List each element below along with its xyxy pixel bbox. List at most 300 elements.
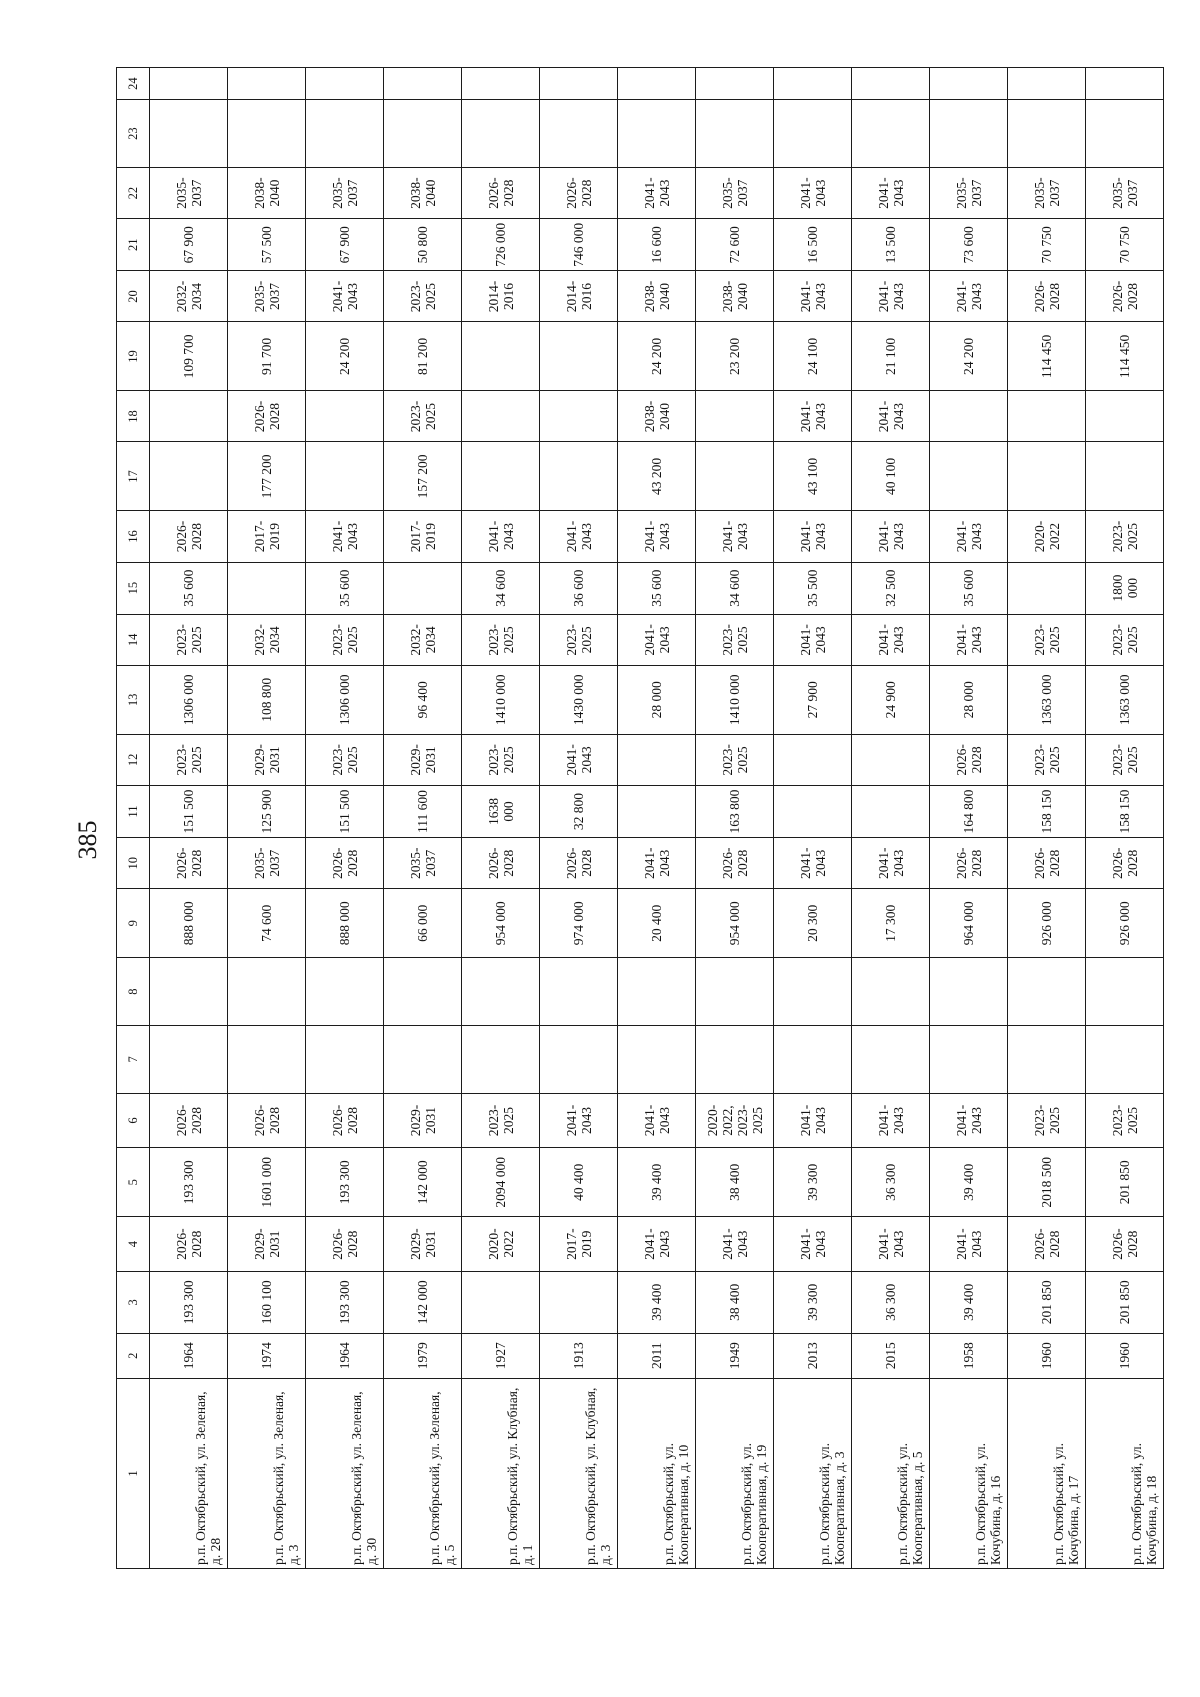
column-number-22: 22 <box>117 168 150 219</box>
table-cell-col-3: 39 400 <box>930 1271 1008 1333</box>
table-cell-col-20: 2026-2028 <box>1086 271 1164 322</box>
table-cell-col-18: 2041-2043 <box>852 391 930 442</box>
table-cell-col-7 <box>618 1025 696 1093</box>
table-row <box>696 68 774 1569</box>
table-cell-col-3: 160 100 <box>228 1271 306 1333</box>
table-cell-col-13: 1430 000 <box>540 665 618 734</box>
table-cell-col-16: 2026-2028 <box>150 511 228 562</box>
table-cell-col-9: 17 300 <box>852 889 930 958</box>
table-cell-col-7 <box>1086 1025 1164 1093</box>
address-cell: р.п. Октябрьский, ул. Клубная, д. 3 <box>540 1378 618 1568</box>
table-cell-col-4: 2041-2043 <box>618 1217 696 1272</box>
table-cell-col-13: 1306 000 <box>150 665 228 734</box>
column-number-4: 4 <box>117 1217 150 1272</box>
table-cell-col-20: 2038-2040 <box>618 271 696 322</box>
table-cell-col-23 <box>1008 100 1086 168</box>
column-number-19: 19 <box>117 322 150 391</box>
table-cell-col-6: 2041-2043 <box>618 1093 696 1148</box>
table-cell-col-13: 1306 000 <box>306 665 384 734</box>
table-cell-col-10: 2026-2028 <box>462 838 540 889</box>
column-number-16: 16 <box>117 511 150 562</box>
table-cell-col-16: 2041-2043 <box>696 511 774 562</box>
table-cell-col-6: 2023-2025 <box>462 1093 540 1148</box>
table-cell-col-16: 2041-2043 <box>930 511 1008 562</box>
table-cell-col-4: 2041-2043 <box>774 1217 852 1272</box>
table-cell-col-15: 36 600 <box>540 562 618 614</box>
table-cell-col-3: 201 850 <box>1008 1271 1086 1333</box>
table-cell-col-9: 926 000 <box>1008 889 1086 958</box>
table-row <box>306 68 384 1569</box>
table-cell-col-5: 2094 000 <box>462 1148 540 1217</box>
table-cell-col-14: 2023-2025 <box>696 614 774 665</box>
table-cell-col-4: 2017-2019 <box>540 1217 618 1272</box>
table-cell-col-22: 2035-2037 <box>1008 168 1086 219</box>
table-cell-col-5: 39 300 <box>774 1148 852 1217</box>
table-cell-col-12: 2023-2025 <box>150 734 228 785</box>
table-cell-col-6: 2041-2043 <box>930 1093 1008 1148</box>
address-cell: р.п. Октябрьский, ул. Кооперативная, д. 5 <box>852 1378 930 1568</box>
table-cell-col-6: 2026-2028 <box>228 1093 306 1148</box>
table-cell-col-10: 2041-2043 <box>618 838 696 889</box>
table-cell-col-5: 193 300 <box>150 1148 228 1217</box>
table-cell-col-19: 91 700 <box>228 322 306 391</box>
column-number-12: 12 <box>117 734 150 785</box>
table-row <box>618 68 696 1569</box>
table-cell-col-8 <box>306 958 384 1026</box>
table-cell-col-9: 888 000 <box>150 889 228 958</box>
table-cell-col-21: 67 900 <box>306 219 384 271</box>
table-cell-col-22: 2035-2037 <box>1086 168 1164 219</box>
table-cell-col-22: 2035-2037 <box>930 168 1008 219</box>
table-cell-col-8 <box>930 958 1008 1026</box>
table-cell-col-2: 1974 <box>228 1333 306 1378</box>
table-cell-col-13: 1410 000 <box>462 665 540 734</box>
table-cell-col-7 <box>306 1025 384 1093</box>
table-cell-col-5: 39 400 <box>618 1148 696 1217</box>
table-cell-col-4: 2026-2028 <box>306 1217 384 1272</box>
column-number-13: 13 <box>117 665 150 734</box>
address-cell: р.п. Октябрьский, ул. Клубная, д. 1 <box>462 1378 540 1568</box>
table-cell-col-8 <box>228 958 306 1026</box>
table-cell-col-20: 2041-2043 <box>306 271 384 322</box>
table-cell-col-17: 43 100 <box>774 442 852 511</box>
table-cell-col-18 <box>150 391 228 442</box>
table-cell-col-8 <box>462 958 540 1026</box>
table-cell-col-24 <box>618 68 696 100</box>
table-cell-col-18: 2026-2028 <box>228 391 306 442</box>
table-cell-col-16: 2017-2019 <box>384 511 462 562</box>
table-cell-col-18 <box>462 391 540 442</box>
column-number-6: 6 <box>117 1093 150 1148</box>
table-cell-col-5: 142 000 <box>384 1148 462 1217</box>
table-cell-col-15: 35 600 <box>306 562 384 614</box>
table-cell-col-6: 2023-2025 <box>1008 1093 1086 1148</box>
table-cell-col-12: 2023-2025 <box>462 734 540 785</box>
table-cell-col-13: 27 900 <box>774 665 852 734</box>
table-cell-col-18 <box>930 391 1008 442</box>
data-table <box>116 67 1164 1569</box>
table-cell-col-14: 2023-2025 <box>1008 614 1086 665</box>
table-cell-col-17: 43 200 <box>618 442 696 511</box>
table-cell-col-16: 2020-2022 <box>1008 511 1086 562</box>
column-number-5: 5 <box>117 1148 150 1217</box>
table-cell-col-22: 2041-2043 <box>774 168 852 219</box>
table-cell-col-19 <box>462 322 540 391</box>
table-cell-col-12: 2029-2031 <box>228 734 306 785</box>
column-number-14: 14 <box>117 614 150 665</box>
table-cell-col-15 <box>228 562 306 614</box>
table-cell-col-10: 2041-2043 <box>774 838 852 889</box>
table-cell-col-24 <box>384 68 462 100</box>
table-cell-col-24 <box>1008 68 1086 100</box>
table-cell-col-4: 2041-2043 <box>852 1217 930 1272</box>
table-cell-col-3: 38 400 <box>696 1271 774 1333</box>
table-cell-col-14: 2023-2025 <box>1086 614 1164 665</box>
table-cell-col-11 <box>774 785 852 837</box>
table-cell-col-15 <box>384 562 462 614</box>
table-cell-col-15: 34 600 <box>462 562 540 614</box>
table-cell-col-12: 2023-2025 <box>306 734 384 785</box>
table-cell-col-13: 1410 000 <box>696 665 774 734</box>
table-cell-col-11: 163 800 <box>696 785 774 837</box>
table-cell-col-23 <box>228 100 306 168</box>
column-number-15: 15 <box>117 562 150 614</box>
table-cell-col-3: 142 000 <box>384 1271 462 1333</box>
table-cell-col-6: 2041-2043 <box>540 1093 618 1148</box>
table-cell-col-14: 2041-2043 <box>618 614 696 665</box>
table-cell-col-18 <box>1008 391 1086 442</box>
table-cell-col-18 <box>1086 391 1164 442</box>
table-cell-col-20: 2038-2040 <box>696 271 774 322</box>
table-cell-col-5: 2018 500 <box>1008 1148 1086 1217</box>
table-cell-col-24 <box>462 68 540 100</box>
column-number-10: 10 <box>117 838 150 889</box>
table-cell-col-15: 35 600 <box>150 562 228 614</box>
table-cell-col-23 <box>150 100 228 168</box>
column-number-24: 24 <box>117 68 150 100</box>
table-cell-col-12: 2041-2043 <box>540 734 618 785</box>
table-cell-col-21: 70 750 <box>1008 219 1086 271</box>
table-cell-col-7 <box>150 1025 228 1093</box>
table-cell-col-9: 964 000 <box>930 889 1008 958</box>
table-cell-col-19: 24 100 <box>774 322 852 391</box>
table-cell-col-24 <box>774 68 852 100</box>
table-cell-col-21: 50 800 <box>384 219 462 271</box>
table-cell-col-11: 32 800 <box>540 785 618 837</box>
column-number-1: 1 <box>117 1378 150 1568</box>
table-cell-col-11: 151 500 <box>306 785 384 837</box>
table-cell-col-3: 39 300 <box>774 1271 852 1333</box>
table-cell-col-7 <box>696 1025 774 1093</box>
column-number-3: 3 <box>117 1271 150 1333</box>
table-cell-col-14: 2023-2025 <box>540 614 618 665</box>
table-cell-col-4: 2026-2028 <box>150 1217 228 1272</box>
table-cell-col-8 <box>384 958 462 1026</box>
table-cell-col-13: 1363 000 <box>1086 665 1164 734</box>
table-cell-col-11: 158 150 <box>1086 785 1164 837</box>
table-cell-col-19: 114 450 <box>1086 322 1164 391</box>
table-cell-col-13: 24 900 <box>852 665 930 734</box>
table-cell-col-5: 201 850 <box>1086 1148 1164 1217</box>
table-cell-col-16: 2023-2025 <box>1086 511 1164 562</box>
table-cell-col-10: 2026-2028 <box>1086 838 1164 889</box>
table-cell-col-2: 1964 <box>150 1333 228 1378</box>
table-cell-col-14: 2041-2043 <box>774 614 852 665</box>
column-number-18: 18 <box>117 391 150 442</box>
table-cell-col-17 <box>540 442 618 511</box>
table-cell-col-21: 57 500 <box>228 219 306 271</box>
table-cell-col-20: 2041-2043 <box>774 271 852 322</box>
table-cell-col-4: 2029-2031 <box>228 1217 306 1272</box>
table-cell-col-10: 2035-2037 <box>384 838 462 889</box>
table-cell-col-10: 2026-2028 <box>150 838 228 889</box>
table-cell-col-7 <box>774 1025 852 1093</box>
table-cell-col-5: 38 400 <box>696 1148 774 1217</box>
column-number-11: 11 <box>117 785 150 837</box>
table-cell-col-2: 2015 <box>852 1333 930 1378</box>
table-cell-col-11: 151 500 <box>150 785 228 837</box>
table-cell-col-20: 2041-2043 <box>930 271 1008 322</box>
table-cell-col-13: 28 000 <box>618 665 696 734</box>
table-cell-col-9: 954 000 <box>696 889 774 958</box>
table-cell-col-4: 2026-2028 <box>1008 1217 1086 1272</box>
table-cell-col-20: 2014-2016 <box>540 271 618 322</box>
table-cell-col-20: 2023-2025 <box>384 271 462 322</box>
table-row <box>930 68 1008 1569</box>
table-cell-col-17 <box>1008 442 1086 511</box>
table-cell-col-24 <box>150 68 228 100</box>
table-cell-col-22: 2026-2028 <box>462 168 540 219</box>
table-cell-col-3 <box>462 1271 540 1333</box>
table-cell-col-17 <box>462 442 540 511</box>
table-cell-col-24 <box>930 68 1008 100</box>
table-cell-col-15 <box>1008 562 1086 614</box>
table-cell-col-14: 2032-2034 <box>384 614 462 665</box>
table-cell-col-23 <box>462 100 540 168</box>
table-cell-col-23 <box>306 100 384 168</box>
table-row <box>852 68 930 1569</box>
table-cell-col-15: 32 500 <box>852 562 930 614</box>
table-cell-col-13: 108 800 <box>228 665 306 734</box>
table-cell-col-7 <box>462 1025 540 1093</box>
column-number-2: 2 <box>117 1333 150 1378</box>
table-cell-col-18 <box>696 391 774 442</box>
table-cell-col-15: 34 600 <box>696 562 774 614</box>
address-cell: р.п. Октябрьский, ул. Зеленая, д. 5 <box>384 1378 462 1568</box>
address-cell: р.п. Октябрьский, ул. Зеленая, д. 30 <box>306 1378 384 1568</box>
address-cell: р.п. Октябрьский, ул. Кочубина, д. 16 <box>930 1378 1008 1568</box>
table-cell-col-16: 2041-2043 <box>852 511 930 562</box>
table-row <box>228 68 306 1569</box>
table-cell-col-11: 111 600 <box>384 785 462 837</box>
table-cell-col-21: 726 000 <box>462 219 540 271</box>
table-row <box>462 68 540 1569</box>
table-cell-col-19: 24 200 <box>306 322 384 391</box>
table-cell-col-20: 2041-2043 <box>852 271 930 322</box>
table-cell-col-5: 1601 000 <box>228 1148 306 1217</box>
table-cell-col-11: 1638 000 <box>462 785 540 837</box>
table-cell-col-21: 16 500 <box>774 219 852 271</box>
table-cell-col-7 <box>930 1025 1008 1093</box>
table-cell-col-9: 74 600 <box>228 889 306 958</box>
table-cell-col-3: 193 300 <box>150 1271 228 1333</box>
table-cell-col-17: 40 100 <box>852 442 930 511</box>
table-cell-col-4: 2041-2043 <box>696 1217 774 1272</box>
table-cell-col-5: 40 400 <box>540 1148 618 1217</box>
table-cell-col-7 <box>228 1025 306 1093</box>
table-cell-col-15: 35 600 <box>618 562 696 614</box>
table-cell-col-7 <box>1008 1025 1086 1093</box>
table-cell-col-4: 2026-2028 <box>1086 1217 1164 1272</box>
table-cell-col-6: 2041-2043 <box>852 1093 930 1148</box>
table-cell-col-21: 73 600 <box>930 219 1008 271</box>
table-row <box>774 68 852 1569</box>
table-cell-col-19 <box>540 322 618 391</box>
table-cell-col-22: 2035-2037 <box>696 168 774 219</box>
table-cell-col-21: 72 600 <box>696 219 774 271</box>
table-cell-col-23 <box>696 100 774 168</box>
table-cell-col-11: 164 800 <box>930 785 1008 837</box>
table-cell-col-18 <box>540 391 618 442</box>
table-cell-col-10: 2026-2028 <box>1008 838 1086 889</box>
table-cell-col-22: 2041-2043 <box>852 168 930 219</box>
table-cell-col-2: 2011 <box>618 1333 696 1378</box>
table-cell-col-3: 36 300 <box>852 1271 930 1333</box>
table-cell-col-17 <box>696 442 774 511</box>
rotated-table-container <box>116 67 1159 1569</box>
table-cell-col-10: 2035-2037 <box>228 838 306 889</box>
table-cell-col-3 <box>540 1271 618 1333</box>
table-cell-col-6: 2026-2028 <box>306 1093 384 1148</box>
table-cell-col-2: 1964 <box>306 1333 384 1378</box>
table-cell-col-17: 177 200 <box>228 442 306 511</box>
table-cell-col-2: 2013 <box>774 1333 852 1378</box>
page-number: 385 <box>73 820 102 860</box>
column-number-8: 8 <box>117 958 150 1026</box>
table-cell-col-6: 2041-2043 <box>774 1093 852 1148</box>
address-cell: р.п. Октябрьский, ул. Кооперативная, д. 10 <box>618 1378 696 1568</box>
table-cell-col-14: 2032-2034 <box>228 614 306 665</box>
table-cell-col-12 <box>618 734 696 785</box>
table-cell-col-2: 1960 <box>1086 1333 1164 1378</box>
table-cell-col-11 <box>852 785 930 837</box>
table-cell-col-6: 2029-2031 <box>384 1093 462 1148</box>
table-cell-col-12: 2029-2031 <box>384 734 462 785</box>
table-body <box>117 68 1164 1569</box>
table-cell-col-3: 39 400 <box>618 1271 696 1333</box>
table-cell-col-20: 2026-2028 <box>1008 271 1086 322</box>
table-cell-col-19: 114 450 <box>1008 322 1086 391</box>
table-cell-col-14: 2041-2043 <box>852 614 930 665</box>
table-cell-col-23 <box>1086 100 1164 168</box>
table-cell-col-13: 1363 000 <box>1008 665 1086 734</box>
table-cell-col-16: 2017-2019 <box>228 511 306 562</box>
table-cell-col-10: 2041-2043 <box>852 838 930 889</box>
table-cell-col-11 <box>618 785 696 837</box>
table-cell-col-22: 2035-2037 <box>150 168 228 219</box>
table-cell-col-21: 70 750 <box>1086 219 1164 271</box>
table-cell-col-23 <box>930 100 1008 168</box>
table-cell-col-24 <box>1086 68 1164 100</box>
table-cell-col-8 <box>696 958 774 1026</box>
table-cell-col-16: 2041-2043 <box>462 511 540 562</box>
address-cell: р.п. Октябрьский, ул. Зеленая, д. 3 <box>228 1378 306 1568</box>
table-cell-col-8 <box>1008 958 1086 1026</box>
table-row <box>1086 68 1164 1569</box>
table-cell-col-12 <box>852 734 930 785</box>
address-cell: р.п. Октябрьский, ул. Зеленая, д. 28 <box>150 1378 228 1568</box>
table-cell-col-8 <box>852 958 930 1026</box>
table-cell-col-18: 2023-2025 <box>384 391 462 442</box>
table-cell-col-17: 157 200 <box>384 442 462 511</box>
table-cell-col-2: 1958 <box>930 1333 1008 1378</box>
table-cell-col-4: 2020-2022 <box>462 1217 540 1272</box>
table-cell-col-7 <box>852 1025 930 1093</box>
table-cell-col-11: 158 150 <box>1008 785 1086 837</box>
table-cell-col-6: 2020-2022, 2023-2025 <box>696 1093 774 1148</box>
table-cell-col-19: 24 200 <box>930 322 1008 391</box>
table-cell-col-9: 954 000 <box>462 889 540 958</box>
address-cell: р.п. Октябрьский, ул. Кооперативная, д. 3 <box>774 1378 852 1568</box>
table-cell-col-4: 2029-2031 <box>384 1217 462 1272</box>
table-cell-col-12: 2023-2025 <box>1008 734 1086 785</box>
table-cell-col-20: 2014-2016 <box>462 271 540 322</box>
address-cell: р.п. Октябрьский, ул. Кооперативная, д. 19 <box>696 1378 774 1568</box>
table-cell-col-15: 35 500 <box>774 562 852 614</box>
table-cell-col-14: 2023-2025 <box>462 614 540 665</box>
table-cell-col-19: 24 200 <box>618 322 696 391</box>
table-cell-col-9: 20 300 <box>774 889 852 958</box>
table-cell-col-13: 96 400 <box>384 665 462 734</box>
table-cell-col-5: 39 400 <box>930 1148 1008 1217</box>
table-cell-col-16: 2041-2043 <box>540 511 618 562</box>
table-cell-col-21: 16 600 <box>618 219 696 271</box>
table-cell-col-3: 193 300 <box>306 1271 384 1333</box>
table-cell-col-3: 201 850 <box>1086 1271 1164 1333</box>
table-cell-col-21: 67 900 <box>150 219 228 271</box>
table-cell-col-16: 2041-2043 <box>774 511 852 562</box>
table-cell-col-23 <box>852 100 930 168</box>
table-cell-col-22: 2026-2028 <box>540 168 618 219</box>
table-cell-col-16: 2041-2043 <box>306 511 384 562</box>
address-cell: р.п. Октябрьский, ул. Кочубина, д. 18 <box>1086 1378 1164 1568</box>
table-cell-col-7 <box>384 1025 462 1093</box>
table-cell-col-6: 2023-2025 <box>1086 1093 1164 1148</box>
table-cell-col-24 <box>540 68 618 100</box>
table-cell-col-5: 36 300 <box>852 1148 930 1217</box>
table-cell-col-17 <box>1086 442 1164 511</box>
table-cell-col-9: 66 000 <box>384 889 462 958</box>
table-cell-col-8 <box>618 958 696 1026</box>
table-cell-col-4: 2041-2043 <box>930 1217 1008 1272</box>
table-cell-col-9: 20 400 <box>618 889 696 958</box>
table-cell-col-17 <box>306 442 384 511</box>
table-cell-col-23 <box>384 100 462 168</box>
table-cell-col-17 <box>150 442 228 511</box>
table-cell-col-13: 28 000 <box>930 665 1008 734</box>
table-cell-col-14: 2041-2043 <box>930 614 1008 665</box>
table-cell-col-12 <box>774 734 852 785</box>
column-number-7: 7 <box>117 1025 150 1093</box>
table-cell-col-2: 1960 <box>1008 1333 1086 1378</box>
table-cell-col-7 <box>540 1025 618 1093</box>
table-row <box>150 68 228 1569</box>
column-number-21: 21 <box>117 219 150 271</box>
table-cell-col-10: 2026-2028 <box>930 838 1008 889</box>
table-cell-col-19: 23 200 <box>696 322 774 391</box>
table-cell-col-9: 926 000 <box>1086 889 1164 958</box>
table-cell-col-22: 2035-2037 <box>306 168 384 219</box>
